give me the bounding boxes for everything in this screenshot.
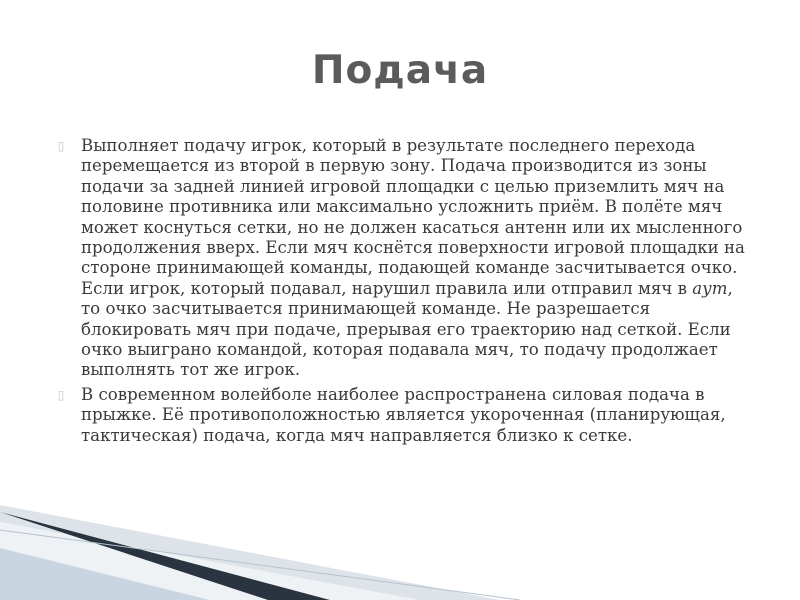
paragraph-text: В современном волейболе наиболее распространена силовая подача в прыжке. Её противоположностью является укороченная (планирующая, тактическая) подача, когда мяч направляется близко к сетке. [81,384,726,445]
paragraph-text: Выполняет подачу игрок, который в результате последнего перехода перемещается из второй в первую зону. Подача производится из зоны подачи за задней линией игровой площадки с целью приземлить мяч на половине противника или максимально усложнить приём. В полёте мяч может коснуться сетки, но не должен касаться антенн или их мысленного продолжения вверх. Если мяч коснётся поверхности игровой площадки на стороне принимающей команды, подающей команде засчитывается очко. Если игрок, который подавал, нарушил правила или отправил мяч в [81,136,745,298]
bullet-marker-icon: ▯ [57,139,65,153]
paragraph-text-continued: , то очко засчитывается принимающей команде. Не разрешается блокировать мяч при подаче, прерывая его траекторию над сеткой. Если очко выиграно командой, которая подавала мяч, то подачу продолжает выполнять тот же игрок. [81,278,733,380]
bullet-item [54,136,754,381]
emphasis-text: аут [692,278,728,298]
slide-body [54,136,754,450]
bullet-marker-icon: ▯ [57,387,65,402]
bullet-item [54,385,754,446]
slide-title: Подача [311,48,489,93]
